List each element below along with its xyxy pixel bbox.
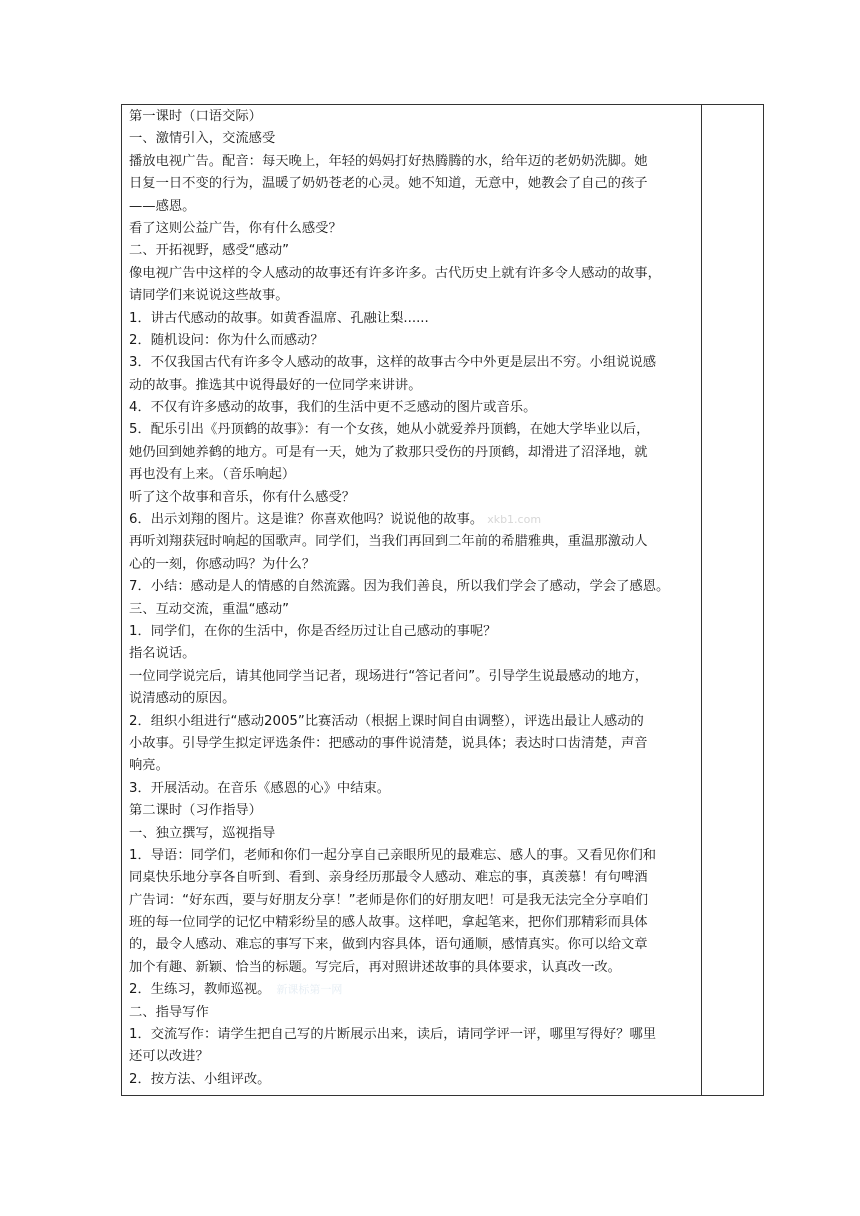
watermark: 新课标第一网 xyxy=(276,983,343,997)
column-divider xyxy=(701,104,702,1096)
text-line-with-watermark xyxy=(129,979,697,1001)
text-line: 广告词：“好东西，要与好朋友分享！”老师是你们的好朋友吧！可是我无法完全分享咱们 xyxy=(129,892,649,908)
text-line: 加个有趣、新颖、恰当的标题。写完后，再对照讲述故事的具体要求，认真改一改。 xyxy=(129,959,621,975)
text-line: 还可以改进？ xyxy=(129,1049,209,1065)
subsection-heading: 二、指导写作 xyxy=(129,1004,209,1020)
text-line: 4．不仅有许多感动的故事，我们的生活中更不乏感动的图片或音乐。 xyxy=(129,400,537,416)
subsection-heading: 一、激情引入，交流感受 xyxy=(129,131,276,147)
text-line: 2．随机设问：你为什么而感动？ xyxy=(129,332,324,348)
text-line: 看了这则公益广告，你有什么感受？ xyxy=(129,220,342,236)
section-heading: 第一课时（口语交际） xyxy=(129,109,262,124)
text-line: 播放电视广告。配音：每天晚上，年轻的妈妈打好热腾腾的水，给年迈的老奶奶洗脚。她 xyxy=(129,153,648,169)
text-line: 像电视广告中这样的令人感动的故事还有许多许多。古代历史上就有许多令人感动的故事， xyxy=(129,265,661,281)
text-line: 日复一日不变的行为，温暖了奶奶苍老的心灵。她不知道，无意中，她教会了自己的孩子 xyxy=(129,176,648,192)
text-line: 指名说话。 xyxy=(129,646,196,662)
text-line: 的，最令人感动、难忘的事写下来，做到内容具体，语句通顺，感情真实。你可以给文章 xyxy=(129,937,648,953)
text-line: 1．交流写作：请学生把自己写的片断展示出来，读后，请同学评一评，哪里写得好？哪里 xyxy=(129,1027,657,1043)
subsection-heading: 三、互动交流，重温“感动” xyxy=(129,601,290,617)
text-line: 说清感动的原因。 xyxy=(129,691,236,707)
text-line: 2．组织小组进行“感动2005”比赛活动（根据上课时间自由调整），评选出最让人感动的 xyxy=(129,713,644,729)
text-line: 她仍回到她养鹤的地方。可是有一天，她为了救那只受伤的丹顶鹤，却滑进了沼泽地，就 xyxy=(129,444,648,460)
text-line-with-watermark xyxy=(129,509,697,531)
subsection-heading: 一、独立撰写，巡视指导 xyxy=(129,825,276,841)
text-line: 再也没有上来。（音乐响起） xyxy=(129,467,296,483)
text-line: 动的故事。推选其中说得最好的一位同学来讲讲。 xyxy=(129,377,422,393)
text-line: 5．配乐引出《丹顶鹤的故事》：有一个女孩，她从小就爱养丹顶鹤，在她大学毕业以后， xyxy=(129,422,650,438)
text-line: 1．讲古代感动的故事。如黄香温席、孔融让梨...... xyxy=(129,310,429,326)
text-line: 3．开展活动。在音乐《感恩的心》中结束。 xyxy=(129,780,391,796)
text-line: 一位同学说完后，请其他同学当记者，现场进行“答记者问”。引导学生说最感动的地方， xyxy=(129,668,649,684)
text-line: 3．不仅我国古代有许多令人感动的故事，这样的故事古今中外更是层出不穷。小组说说感 xyxy=(129,355,657,371)
subsection-heading: 二、开拓视野，感受“感动” xyxy=(129,243,290,259)
text-line: ——感恩。 xyxy=(129,198,196,214)
text-line: 班的每一位同学的记忆中精彩纷呈的感人故事。这样吧，拿起笔来，把你们那精彩而具体 xyxy=(129,915,648,931)
section-heading: 第二课时（习作指导） xyxy=(129,803,262,819)
text-line: 再听刘翔获冠时响起的国歌声。同学们，当我们再回到二年前的希腊雅典，重温那激动人 xyxy=(129,534,648,550)
text-line: 请同学们来说说这些故事。 xyxy=(129,288,289,304)
text-line: 7．小结：感动是人的情感的自然流露。因为我们善良，所以我们学会了感动，学会了感恩。 xyxy=(129,579,670,595)
text-line: 2．生练习，教师巡视。 xyxy=(129,982,271,998)
lesson-content xyxy=(129,106,697,1091)
text-line: 2．按方法、小组评改。 xyxy=(129,1071,271,1087)
text-line: 心的一刻，你感动吗？为什么？ xyxy=(129,556,316,572)
text-line: 响亮。 xyxy=(129,758,169,774)
text-line: 1．同学们，在你的生活中，你是否经历过让自己感动的事呢？ xyxy=(129,623,497,639)
watermark: xkb1.com xyxy=(487,513,542,527)
text-line: 1．导语：同学们，老师和你们一起分享自己亲眼所见的最难忘、感人的事。又看见你们和 xyxy=(129,847,657,863)
text-line: 小故事。引导学生拟定评选条件：把感动的事件说清楚，说具体；表达时口齿清楚，声音 xyxy=(129,735,648,751)
text-line: 听了这个故事和音乐，你有什么感受？ xyxy=(129,489,356,505)
text-line: 同桌快乐地分享各自听到、看到、亲身经历那最令人感动、难忘的事，真羡慕！有句啤酒 xyxy=(129,870,648,886)
text-line: 6．出示刘翔的图片。这是谁？你喜欢他吗？说说他的故事。 xyxy=(129,512,484,528)
